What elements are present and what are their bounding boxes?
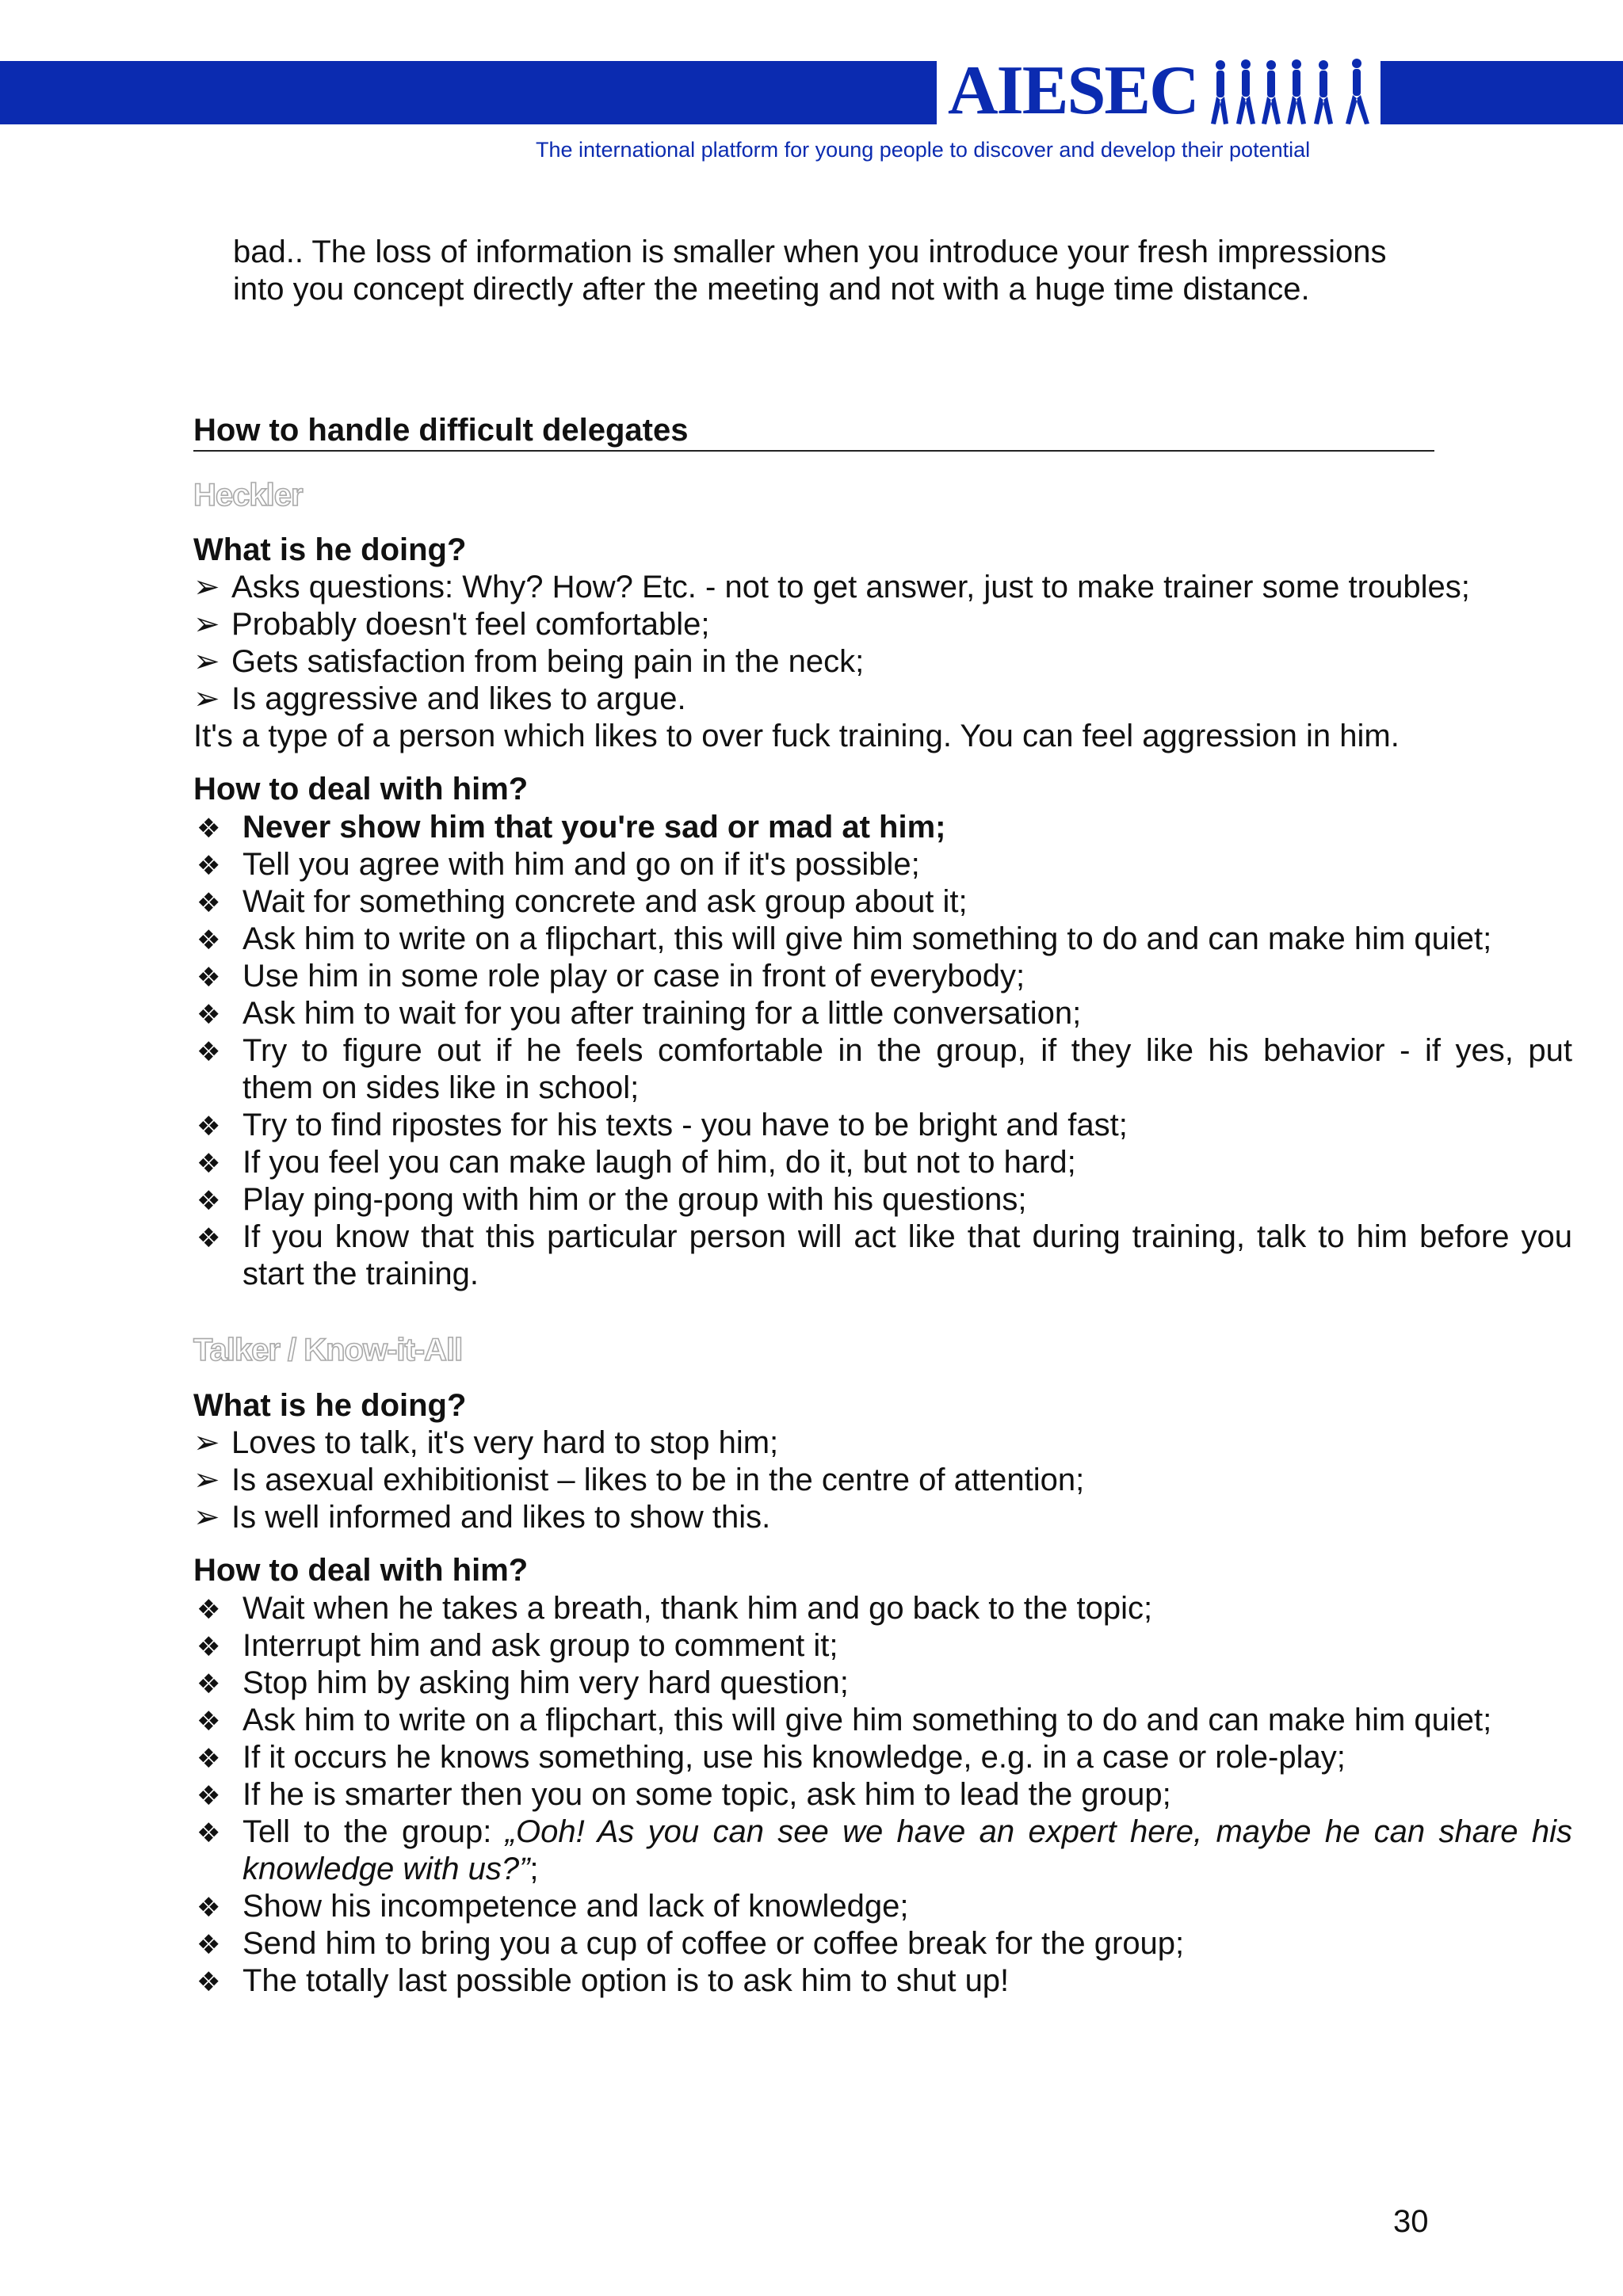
page-number: 30 [1393, 2204, 1429, 2239]
diamond-bullet-icon: ❖ [197, 1744, 221, 1774]
diamond-bullet-icon: ❖ [197, 1967, 221, 1997]
list-item-text: Try to figure out if he feels comfortable in the group, if they like his behavior - if yes, put [242, 1033, 1572, 1068]
heckler-heading: Heckler [193, 478, 303, 513]
diamond-bullet-icon: ❖ [197, 814, 221, 844]
diamond-bullet-icon: ❖ [197, 1595, 221, 1625]
arrow-bullet-icon: ➢ [193, 644, 220, 679]
aiesec-logo: AIESEC [948, 52, 1198, 129]
section-title: How to handle difficult delegates [193, 413, 689, 448]
heckler-summary: It's a type of a person which likes to over fuck training. You can feel aggression in him. [193, 719, 1400, 753]
arrow-bullet-icon: ➢ [193, 681, 220, 716]
diamond-bullet-icon: ❖ [197, 851, 221, 881]
diamond-bullet-icon: ❖ [197, 1707, 221, 1737]
diamond-bullet-icon: ❖ [197, 925, 221, 955]
arrow-bullet-icon: ➢ [193, 570, 220, 605]
arrow-bullet-icon: ➢ [193, 1500, 220, 1535]
diamond-bullet-icon: ❖ [197, 1930, 221, 1960]
talker-heading: Talker / Know-it-All [193, 1333, 463, 1367]
walking-people-logo-icon [1209, 57, 1376, 128]
arrow-bullet-icon: ➢ [193, 1425, 220, 1460]
diamond-bullet-icon: ❖ [197, 1037, 221, 1067]
diamond-bullet-icon: ❖ [197, 1669, 221, 1699]
diamond-bullet-icon: ❖ [197, 1818, 221, 1848]
talker-deal-heading: How to deal with him? [193, 1553, 529, 1588]
talker-doing-heading: What is he doing? [193, 1388, 467, 1423]
diamond-bullet-icon: ❖ [197, 888, 221, 918]
tagline: The international platform for young people to discover and develop their potential [536, 138, 1311, 162]
arrow-bullet-icon: ➢ [193, 1463, 220, 1497]
section-divider [193, 450, 1434, 452]
diamond-bullet-icon: ❖ [197, 1186, 221, 1216]
list-item-text: them on sides like in school; [242, 1070, 640, 1105]
diamond-bullet-icon: ❖ [197, 1112, 221, 1142]
list-item-text: start the training. [242, 1257, 479, 1291]
list-item-text: If you know that this particular person will act like that during training, talk to him before you [242, 1219, 1572, 1254]
diamond-bullet-icon: ❖ [197, 1632, 221, 1662]
heckler-doing-heading: What is he doing? [193, 532, 467, 567]
arrow-bullet-icon: ➢ [193, 607, 220, 642]
diamond-bullet-icon: ❖ [197, 1223, 221, 1253]
diamond-bullet-icon: ❖ [197, 1893, 221, 1923]
intro-line: bad.. The loss of information is smaller when you introduce your fresh impressions [233, 235, 1387, 269]
diamond-bullet-icon: ❖ [197, 1000, 221, 1030]
list-item-text: knowledge with us?”; [242, 1852, 539, 1886]
diamond-bullet-icon: ❖ [197, 1149, 221, 1179]
diamond-bullet-icon: ❖ [197, 1781, 221, 1811]
heckler-deal-heading: How to deal with him? [193, 772, 529, 807]
intro-line: into you concept directly after the meeting and not with a huge time distance. [233, 272, 1310, 307]
list-item-text: Tell to the group: „Ooh! As you can see we have an expert here, maybe he can share his [242, 1814, 1572, 1849]
diamond-bullet-icon: ❖ [197, 963, 221, 993]
